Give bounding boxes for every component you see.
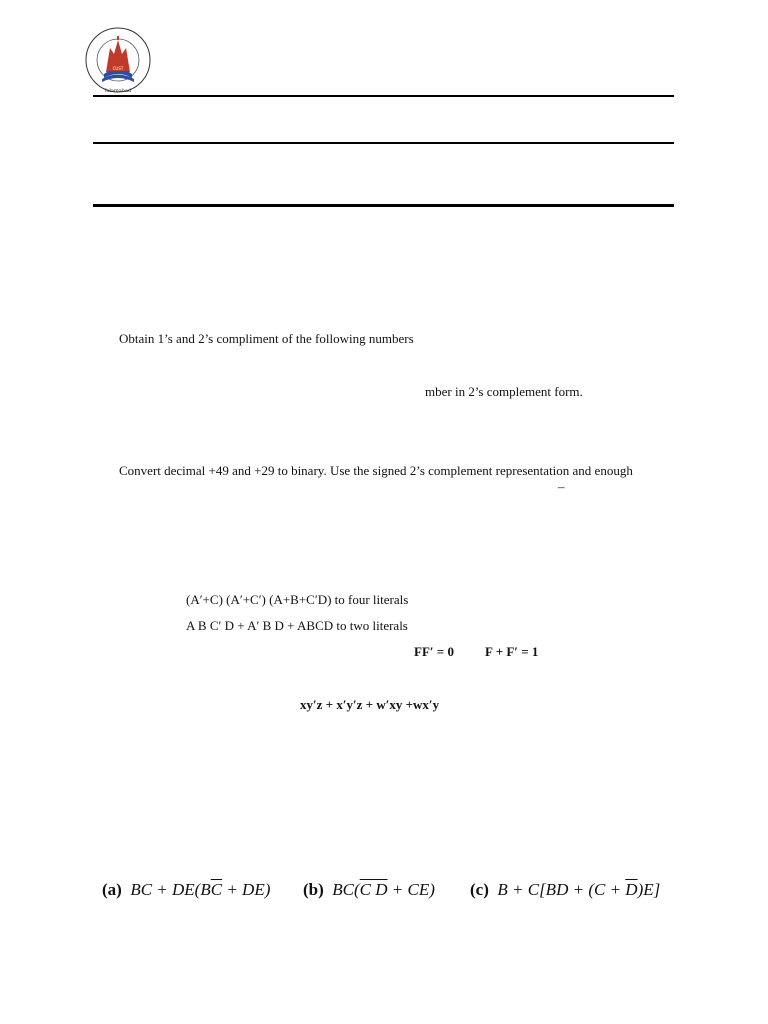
header-rule-bottom xyxy=(93,204,674,207)
question-complement-form-partial: mber in 2’s complement form. xyxy=(425,384,583,399)
expression-c-label: (c) xyxy=(470,880,489,899)
expression-a-post: + DE) xyxy=(222,880,271,899)
expression-b-overbar: C D xyxy=(359,880,388,899)
expression-a xyxy=(102,880,270,900)
expression-b-post: + CE) xyxy=(387,880,435,899)
expression-c-pre: B + C[BD + (C + xyxy=(497,880,626,899)
expression-a-overbar: $\overline{C}$ xyxy=(210,880,223,899)
expression-a-label: (a) xyxy=(102,880,122,899)
stray-dash-mark: – xyxy=(558,479,565,494)
simplify-item-a: (A′+C) (A′+C′) (A+B+C′D) to four literals xyxy=(186,592,409,607)
question-convert-decimal: Convert decimal +49 and +29 to binary. Use the signed 2’s complement representation and enough xyxy=(119,463,633,478)
boolean-expression: xy′z + x′y′z + w′xy +wx′y xyxy=(300,697,440,712)
identity-ff-prime: FF′ = 0 xyxy=(414,644,454,659)
logo-city-text: Islamabad xyxy=(104,88,132,94)
header-rule-top xyxy=(93,95,674,97)
expression-c-overbar: $\overline{D}$ xyxy=(625,880,638,899)
expression-c-post: )E] xyxy=(637,880,661,899)
expression-a-pre: BC + DE(B xyxy=(130,880,211,899)
simplify-item-b: A B C′ D + A′ B D + ABCD to two literals xyxy=(186,618,408,633)
identity-f-plus-f-prime: F + F′ = 1 xyxy=(485,644,539,659)
header-rule-middle xyxy=(93,142,674,144)
expression-c xyxy=(470,880,660,900)
expression-b xyxy=(303,880,435,900)
expression-b-pre: BC( xyxy=(332,880,360,899)
university-logo xyxy=(80,26,160,98)
expression-b-label: (b) xyxy=(303,880,324,899)
question-complement: Obtain 1’s and 2’s compliment of the following numbers xyxy=(119,331,414,346)
logo-badge-text: CUST xyxy=(112,66,124,71)
